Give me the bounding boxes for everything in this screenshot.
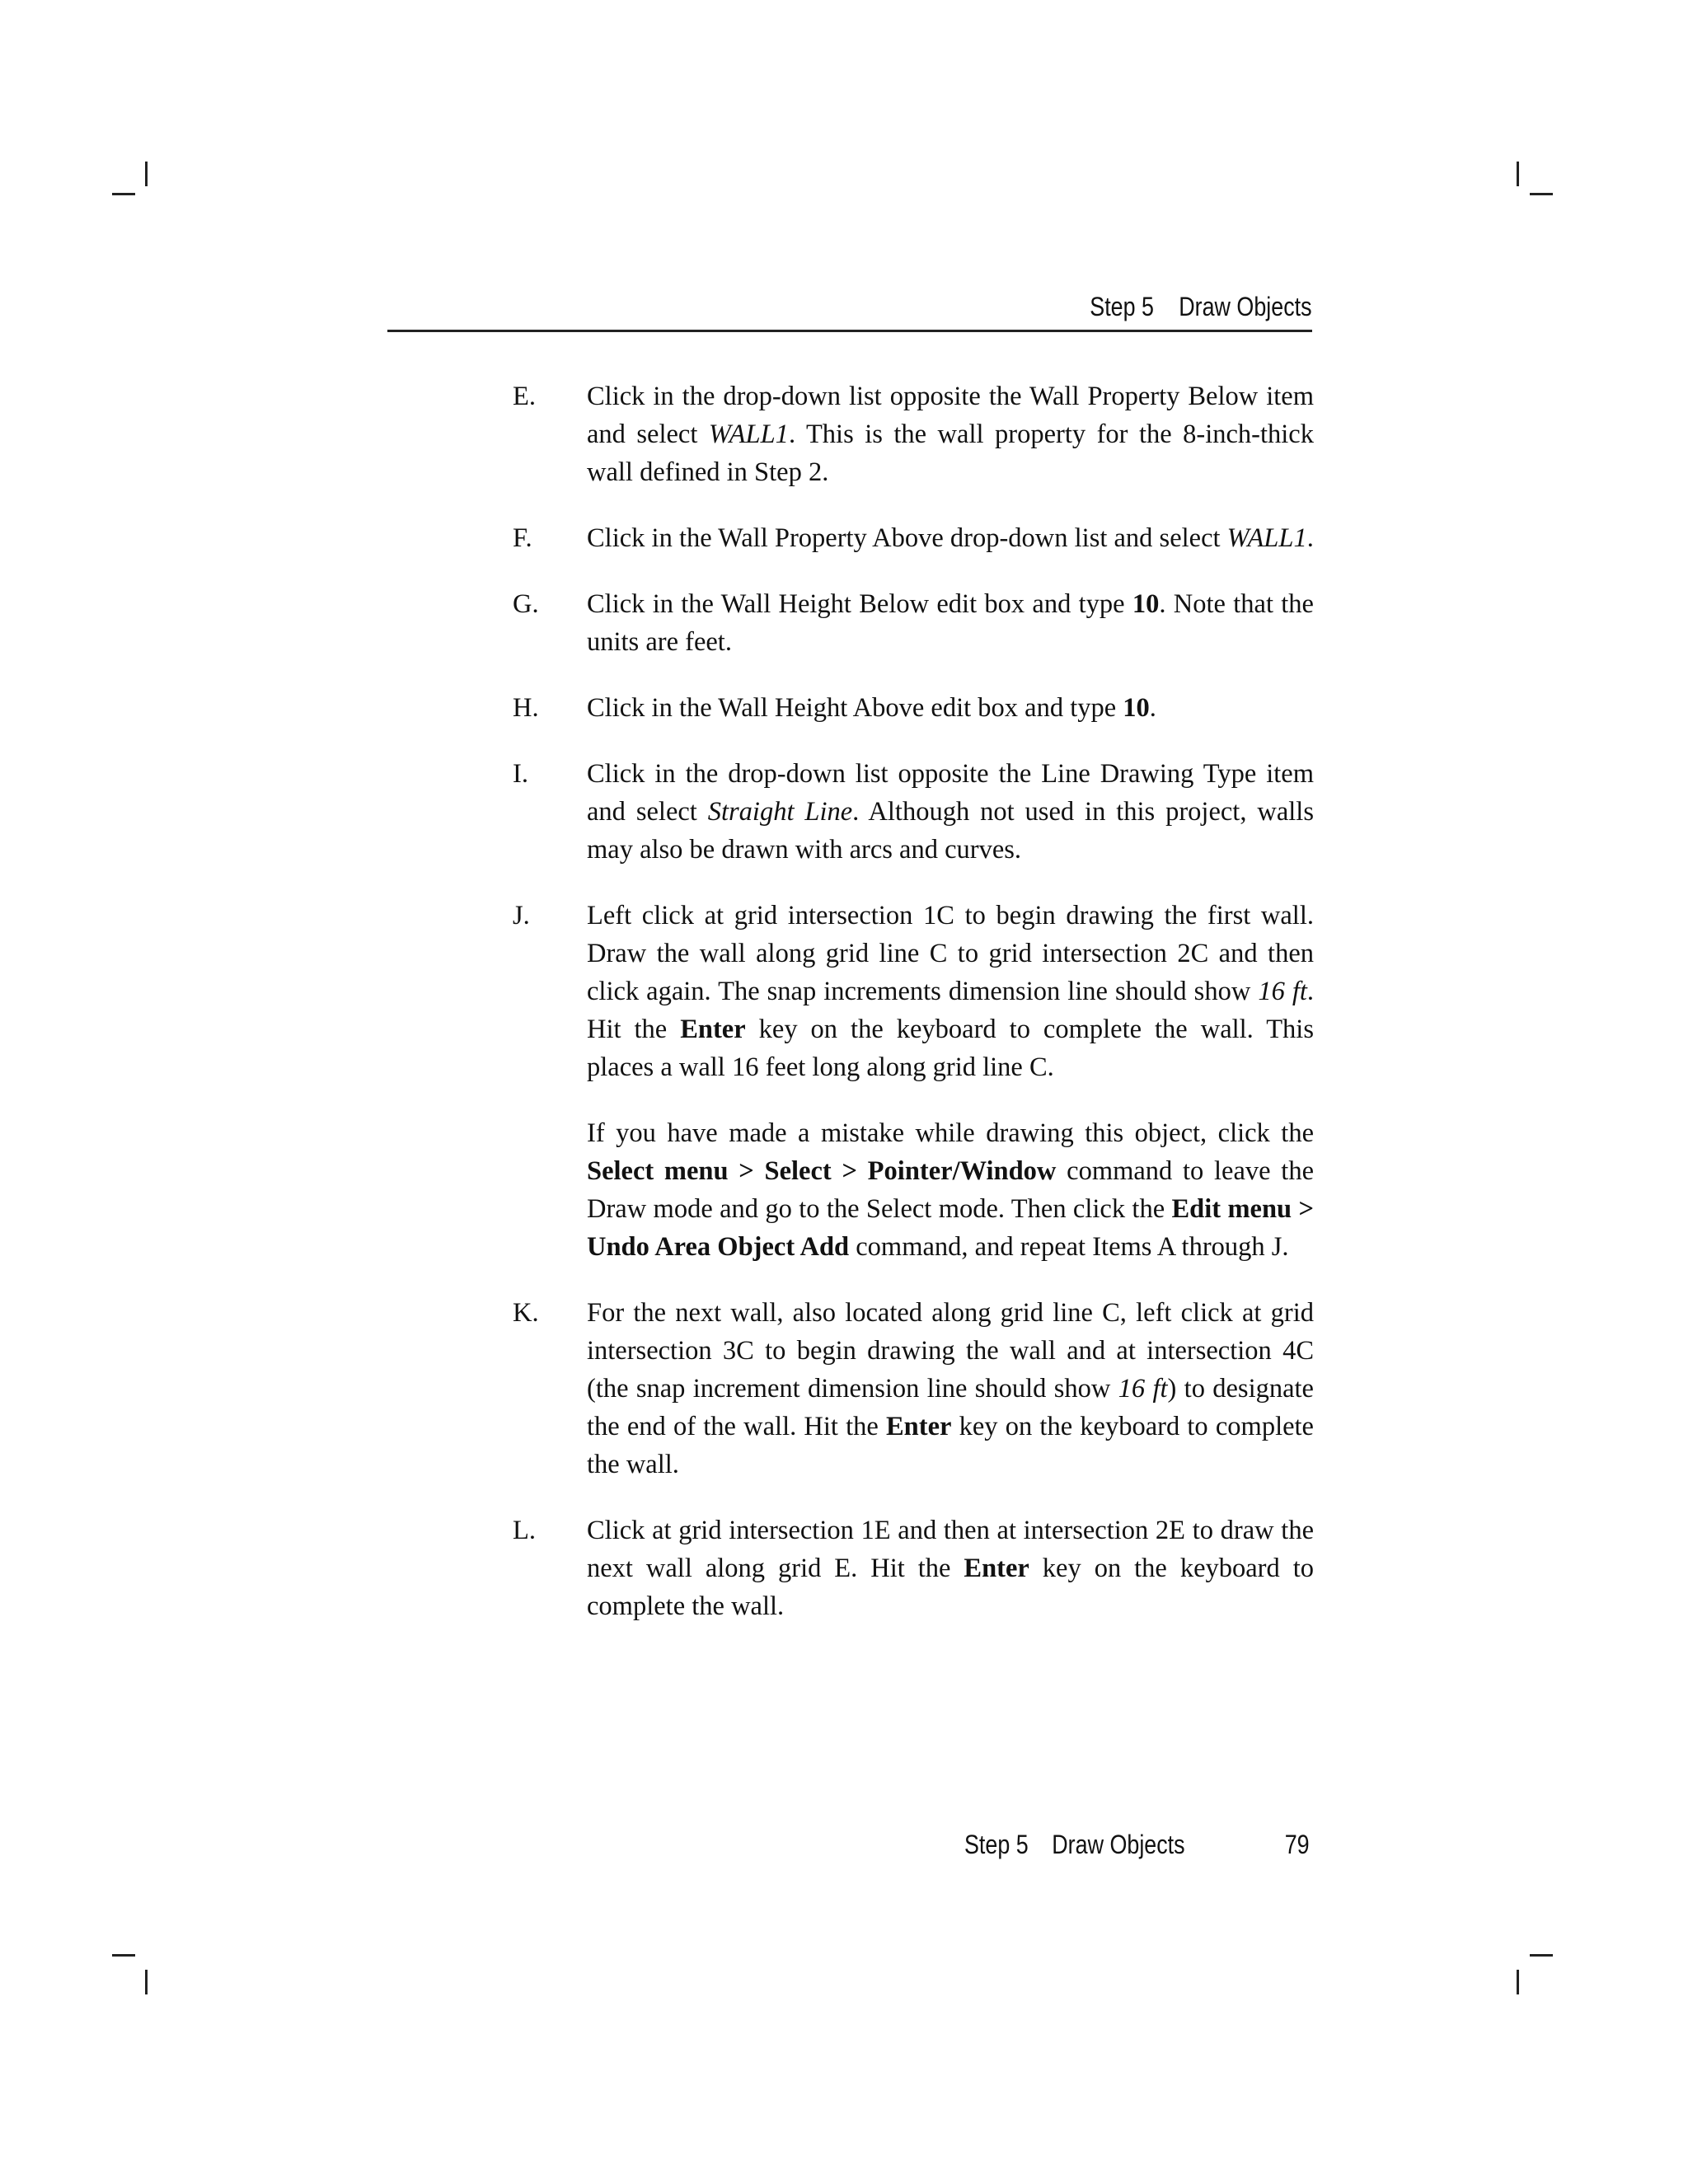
bold-text: Enter xyxy=(964,1554,1029,1583)
item-paragraph xyxy=(587,1114,1314,1266)
bold-text: 10 xyxy=(1132,589,1160,619)
page-footer xyxy=(964,1830,1315,1860)
crop-mark-bottom-left-vertical xyxy=(145,1970,148,1994)
header-step: Step 5 xyxy=(1090,292,1155,321)
crop-mark-bottom-right-vertical xyxy=(1517,1970,1519,1994)
text-run: . Note that the units are feet. xyxy=(587,589,1314,657)
text-run: key on the keyboard to complete the wall. This places a wall 16 feet long along grid line C. xyxy=(587,1015,1314,1082)
header-title: Draw Objects xyxy=(1179,292,1312,321)
text-run: . Hit the xyxy=(587,977,1315,1044)
item-paragraph xyxy=(587,377,1314,491)
crop-mark-bottom-left-horizontal xyxy=(112,1954,135,1957)
text-run: . xyxy=(1149,693,1156,723)
bold-text: Select menu > Select > Pointer/Window xyxy=(587,1156,1057,1186)
text-run: . Although not used in this project, walls may also be drawn with arcs and curves. xyxy=(587,797,1314,865)
bold-text: Edit menu > Undo Area Object Add xyxy=(587,1194,1314,1262)
item-paragraph xyxy=(587,755,1314,869)
bold-text: Enter xyxy=(680,1015,746,1044)
crop-mark-top-right-vertical xyxy=(1517,162,1519,186)
text-run: . This is the wall property for the 8-inch-thick wall defined in Step 2. xyxy=(587,419,1314,487)
item-letter: L. xyxy=(513,1516,536,1545)
text-run: If you have made a mistake while drawing this object, click the xyxy=(587,1118,1314,1148)
text-run: Click in the drop-down list opposite the Wall Property Below item and select xyxy=(587,382,1314,449)
crop-mark-top-left-horizontal xyxy=(112,193,135,195)
text-run: Click in the Wall Height Above edit box and type xyxy=(587,693,1123,723)
item-paragraph xyxy=(587,585,1314,661)
footer-step: Step 5 xyxy=(964,1830,1029,1859)
list-item xyxy=(511,585,1314,661)
list-item xyxy=(511,519,1314,557)
item-letter: I. xyxy=(513,759,528,789)
item-letter: E. xyxy=(513,382,536,411)
text-run: Click in the Wall Height Below edit box and type xyxy=(587,589,1132,619)
crop-mark-top-right-horizontal xyxy=(1530,193,1553,195)
italic-text: 16 ft xyxy=(1258,977,1307,1006)
running-header-text xyxy=(1090,292,1312,322)
text-run: command to leave the Draw mode and go to the Select mode. Then click the xyxy=(587,1156,1314,1224)
footer-title: Draw Objects xyxy=(1052,1830,1185,1859)
item-paragraph xyxy=(587,519,1314,557)
text-run: command, and repeat Items A through J. xyxy=(849,1232,1289,1262)
list-item xyxy=(511,1511,1314,1625)
bold-text: Enter xyxy=(886,1412,952,1441)
text-run: ) to designate the end of the wall. Hit the xyxy=(587,1374,1314,1441)
text-run: . xyxy=(1306,523,1314,553)
item-letter: K. xyxy=(513,1298,539,1328)
text-run: For the next wall, also located along grid line C, left click at grid intersection 3C to begin drawing the wall and at intersection 4C (the snap increment dimension line should show xyxy=(587,1298,1314,1404)
item-letter: F. xyxy=(513,523,532,553)
item-letter: J. xyxy=(513,901,530,930)
item-paragraph xyxy=(587,897,1314,1086)
crop-mark-bottom-right-horizontal xyxy=(1530,1954,1553,1957)
text-run: Left click at grid intersection 1C to begin drawing the first wall. Draw the wall along grid line C to grid intersection 2C and then click again. The snap increments dimension line should show xyxy=(587,901,1314,1006)
text-run: key on the keyboard to complete the wall. xyxy=(587,1554,1314,1621)
item-paragraph xyxy=(587,1294,1314,1483)
list-item xyxy=(511,755,1314,869)
list-item xyxy=(511,1294,1314,1483)
text-run: Click in the drop-down list opposite the Line Drawing Type item and select xyxy=(587,759,1314,827)
item-letter: H. xyxy=(513,693,539,723)
item-paragraph xyxy=(587,1511,1314,1625)
italic-text: WALL1 xyxy=(1226,523,1307,553)
running-header xyxy=(387,290,1312,332)
italic-text: 16 ft xyxy=(1118,1374,1168,1404)
page-number: 79 xyxy=(1285,1830,1310,1859)
italic-text: WALL1 xyxy=(708,419,789,449)
crop-mark-top-left-vertical xyxy=(145,162,148,186)
bold-text: 10 xyxy=(1123,693,1150,723)
list-item xyxy=(511,897,1314,1266)
italic-text: Straight Line xyxy=(707,797,853,827)
item-paragraph xyxy=(587,689,1314,727)
text-run: key on the keyboard to complete the wall. xyxy=(587,1412,1314,1479)
item-letter: G. xyxy=(513,589,539,619)
list-item xyxy=(511,689,1314,727)
text-run: Click in the Wall Property Above drop-down list and select xyxy=(587,523,1227,553)
instruction-list xyxy=(511,377,1314,1653)
text-run: Click at grid intersection 1E and then at intersection 2E to draw the next wall along grid E. Hit the xyxy=(587,1516,1314,1583)
list-item xyxy=(511,377,1314,491)
